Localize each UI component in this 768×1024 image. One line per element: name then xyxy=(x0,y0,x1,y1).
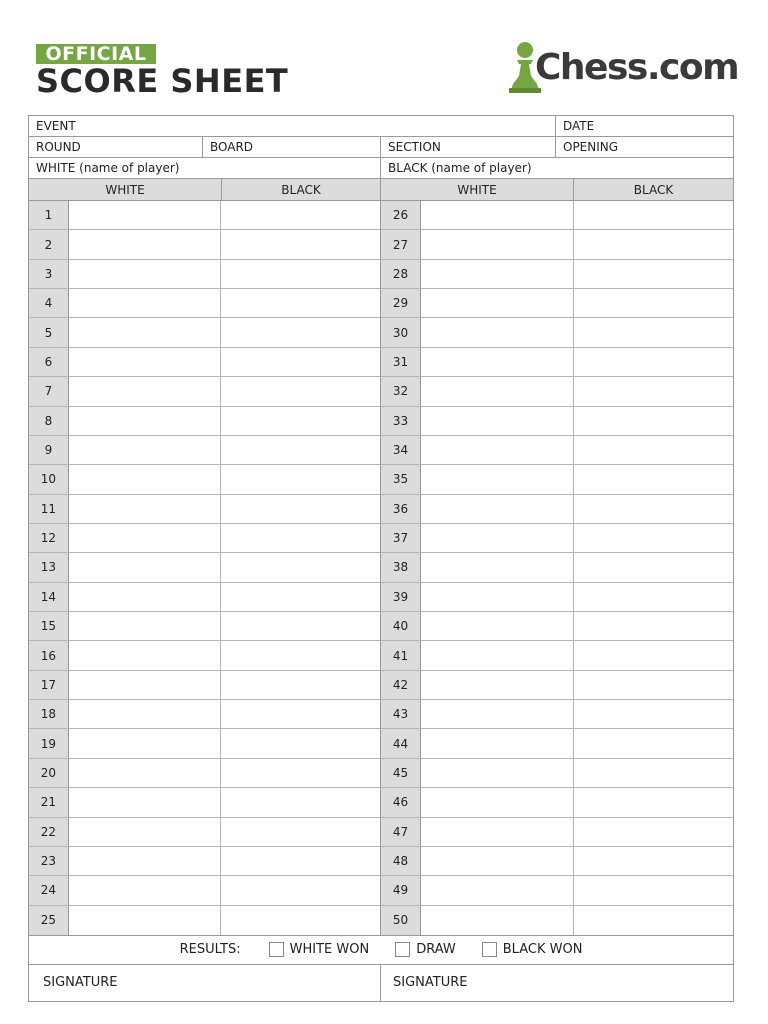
event-row xyxy=(29,116,733,137)
move-row xyxy=(381,230,733,259)
move-number: 6 xyxy=(29,348,69,376)
black-move-cell[interactable] xyxy=(221,318,380,346)
black-move-cell[interactable] xyxy=(221,230,380,258)
move-row xyxy=(29,671,380,700)
move-row xyxy=(381,465,733,494)
black-move-cell[interactable] xyxy=(221,377,380,405)
move-row xyxy=(29,465,380,494)
move-number: 40 xyxy=(381,612,421,640)
signature-row xyxy=(29,965,733,1001)
players-row xyxy=(29,158,733,179)
white-move-cell[interactable] xyxy=(69,260,222,288)
move-number: 48 xyxy=(381,847,421,875)
move-row xyxy=(29,495,380,524)
white-move-cell[interactable] xyxy=(69,553,222,581)
black-move-cell[interactable] xyxy=(221,553,380,581)
black-move-cell[interactable] xyxy=(221,583,380,611)
move-row xyxy=(381,348,733,377)
move-number: 32 xyxy=(381,377,421,405)
white-move-cell[interactable] xyxy=(421,612,574,640)
black-move-cell[interactable] xyxy=(221,348,380,376)
black-move-cell[interactable] xyxy=(574,700,733,728)
move-row xyxy=(29,524,380,553)
white-move-cell[interactable] xyxy=(421,289,574,317)
move-row xyxy=(29,641,380,670)
results-row xyxy=(29,936,733,965)
move-number: 12 xyxy=(29,524,69,552)
brand-logo xyxy=(505,40,739,94)
white-move-cell[interactable] xyxy=(421,553,574,581)
move-row xyxy=(381,700,733,729)
white-move-cell[interactable] xyxy=(421,641,574,669)
signature-field-white[interactable]: SIGNATURE xyxy=(29,965,381,1001)
move-number: 29 xyxy=(381,289,421,317)
move-number: 7 xyxy=(29,377,69,405)
white-move-cell[interactable] xyxy=(421,729,574,757)
white-move-cell[interactable] xyxy=(421,230,574,258)
black-move-cell[interactable] xyxy=(221,759,380,787)
move-row xyxy=(381,553,733,582)
move-row xyxy=(29,260,380,289)
black-move-cell[interactable] xyxy=(221,260,380,288)
white-move-cell[interactable] xyxy=(69,729,222,757)
black-move-cell[interactable] xyxy=(221,612,380,640)
round-row xyxy=(29,137,733,158)
white-move-cell[interactable] xyxy=(69,407,222,435)
black-move-cell[interactable] xyxy=(574,260,733,288)
results-label: RESULTS: xyxy=(179,942,241,958)
move-number: 45 xyxy=(381,759,421,787)
white-move-cell[interactable] xyxy=(421,583,574,611)
move-row xyxy=(29,729,380,758)
white-move-cell[interactable] xyxy=(69,788,222,816)
move-number: 27 xyxy=(381,230,421,258)
black-move-cell[interactable] xyxy=(574,524,733,552)
move-row xyxy=(381,641,733,670)
move-number: 4 xyxy=(29,289,69,317)
move-number: 39 xyxy=(381,583,421,611)
move-row xyxy=(29,289,380,318)
white-move-cell[interactable] xyxy=(421,260,574,288)
black-move-cell[interactable] xyxy=(221,524,380,552)
move-row xyxy=(29,436,380,465)
move-row xyxy=(381,377,733,406)
move-number: 13 xyxy=(29,553,69,581)
col-header-black: BLACK xyxy=(633,182,674,197)
move-row xyxy=(29,847,380,876)
move-number: 20 xyxy=(29,759,69,787)
move-row xyxy=(381,818,733,847)
white-move-cell[interactable] xyxy=(421,201,574,229)
move-number: 43 xyxy=(381,700,421,728)
black-move-cell[interactable] xyxy=(221,818,380,846)
white-move-cell[interactable] xyxy=(69,671,222,699)
white-move-cell[interactable] xyxy=(69,524,222,552)
black-move-cell[interactable] xyxy=(221,201,380,229)
black-won-option[interactable] xyxy=(482,942,583,957)
moves-left xyxy=(29,201,381,935)
move-number: 30 xyxy=(381,318,421,346)
move-row xyxy=(29,201,380,230)
white-move-cell[interactable] xyxy=(421,818,574,846)
white-move-cell[interactable] xyxy=(421,700,574,728)
white-won-checkbox[interactable] xyxy=(269,942,284,957)
white-won-label: WHITE WON xyxy=(289,942,370,958)
move-row xyxy=(381,612,733,641)
white-move-cell[interactable] xyxy=(69,436,222,464)
black-won-checkbox[interactable] xyxy=(482,942,497,957)
black-move-cell[interactable] xyxy=(574,612,733,640)
white-move-cell[interactable] xyxy=(69,700,222,728)
move-number: 19 xyxy=(29,729,69,757)
move-number: 3 xyxy=(29,260,69,288)
move-row xyxy=(381,201,733,230)
section-field[interactable]: SECTION xyxy=(381,137,556,157)
white-move-cell[interactable] xyxy=(69,318,222,346)
move-number: 17 xyxy=(29,671,69,699)
move-number: 37 xyxy=(381,524,421,552)
black-move-cell[interactable] xyxy=(221,788,380,816)
white-move-cell[interactable] xyxy=(421,348,574,376)
move-row xyxy=(381,260,733,289)
round-field[interactable]: ROUND xyxy=(29,137,203,157)
white-move-cell[interactable] xyxy=(421,377,574,405)
move-number: 46 xyxy=(381,788,421,816)
black-move-cell[interactable] xyxy=(221,641,380,669)
black-move-cell[interactable] xyxy=(574,495,733,523)
brand-name: Chess.com xyxy=(535,47,739,88)
white-player-field[interactable]: WHITE (name of player) xyxy=(29,158,381,178)
black-move-cell[interactable] xyxy=(574,641,733,669)
move-number: 50 xyxy=(381,906,421,935)
white-move-cell[interactable] xyxy=(69,759,222,787)
black-move-cell[interactable] xyxy=(574,407,733,435)
white-move-cell[interactable] xyxy=(421,906,574,935)
move-row xyxy=(381,729,733,758)
move-number: 34 xyxy=(381,436,421,464)
white-move-cell[interactable] xyxy=(69,641,222,669)
move-row xyxy=(29,612,380,641)
move-number: 18 xyxy=(29,700,69,728)
move-number: 41 xyxy=(381,641,421,669)
move-row xyxy=(381,524,733,553)
draw-option[interactable] xyxy=(395,942,456,957)
col-header-black: BLACK xyxy=(222,179,381,200)
white-move-cell[interactable] xyxy=(69,847,222,875)
black-move-cell[interactable] xyxy=(221,847,380,875)
white-move-cell[interactable] xyxy=(69,289,222,317)
black-move-cell[interactable] xyxy=(574,847,733,875)
white-move-cell[interactable] xyxy=(69,906,222,935)
col-header-white: WHITE xyxy=(381,179,574,200)
move-number: 24 xyxy=(29,876,69,904)
moves-grid xyxy=(29,201,733,936)
move-row xyxy=(29,583,380,612)
opening-field[interactable]: OPENING xyxy=(563,140,619,154)
white-move-cell[interactable] xyxy=(421,436,574,464)
move-row xyxy=(381,407,733,436)
white-move-cell[interactable] xyxy=(69,495,222,523)
black-move-cell[interactable] xyxy=(574,788,733,816)
move-number: 11 xyxy=(29,495,69,523)
white-move-cell[interactable] xyxy=(69,348,222,376)
move-row xyxy=(381,788,733,817)
black-move-cell[interactable] xyxy=(574,818,733,846)
black-move-cell[interactable] xyxy=(574,671,733,699)
black-move-cell[interactable] xyxy=(574,377,733,405)
black-move-cell[interactable] xyxy=(574,201,733,229)
move-row xyxy=(29,759,380,788)
black-move-cell[interactable] xyxy=(574,318,733,346)
black-move-cell[interactable] xyxy=(221,671,380,699)
black-player-field[interactable]: BLACK (name of player) xyxy=(388,161,532,175)
white-move-cell[interactable] xyxy=(421,465,574,493)
black-move-cell[interactable] xyxy=(574,553,733,581)
white-move-cell[interactable] xyxy=(69,377,222,405)
event-field[interactable]: EVENT xyxy=(29,116,556,136)
black-move-cell[interactable] xyxy=(221,700,380,728)
move-number: 9 xyxy=(29,436,69,464)
move-row xyxy=(381,436,733,465)
move-number: 5 xyxy=(29,318,69,346)
board-field[interactable]: BOARD xyxy=(203,137,381,157)
draw-label: DRAW xyxy=(416,942,456,958)
move-number: 15 xyxy=(29,612,69,640)
black-move-cell[interactable] xyxy=(221,876,380,904)
move-row xyxy=(381,671,733,700)
black-move-cell[interactable] xyxy=(574,436,733,464)
official-badge: OFFICIAL xyxy=(36,44,156,64)
white-move-cell[interactable] xyxy=(421,524,574,552)
move-row xyxy=(29,788,380,817)
move-number: 31 xyxy=(381,348,421,376)
white-move-cell[interactable] xyxy=(69,818,222,846)
move-number: 44 xyxy=(381,729,421,757)
white-move-cell[interactable] xyxy=(421,495,574,523)
black-move-cell[interactable] xyxy=(221,906,380,935)
move-row xyxy=(381,495,733,524)
moves-right xyxy=(381,201,733,935)
page-title: SCORE SHEET xyxy=(36,62,289,100)
white-move-cell[interactable] xyxy=(421,318,574,346)
move-number: 8 xyxy=(29,407,69,435)
move-row xyxy=(29,348,380,377)
move-number: 16 xyxy=(29,641,69,669)
move-number: 23 xyxy=(29,847,69,875)
column-headers xyxy=(29,179,733,201)
move-row xyxy=(381,906,733,935)
move-number: 22 xyxy=(29,818,69,846)
black-move-cell[interactable] xyxy=(574,348,733,376)
move-row xyxy=(381,847,733,876)
date-field[interactable]: DATE xyxy=(563,119,595,133)
move-row xyxy=(381,289,733,318)
black-move-cell[interactable] xyxy=(574,759,733,787)
black-move-cell[interactable] xyxy=(221,465,380,493)
move-number: 38 xyxy=(381,553,421,581)
black-move-cell[interactable] xyxy=(574,583,733,611)
white-move-cell[interactable] xyxy=(421,407,574,435)
white-move-cell[interactable] xyxy=(69,201,222,229)
move-row xyxy=(29,230,380,259)
move-number: 25 xyxy=(29,906,69,935)
black-move-cell[interactable] xyxy=(221,495,380,523)
white-won-option[interactable] xyxy=(269,942,370,957)
white-move-cell[interactable] xyxy=(69,612,222,640)
black-move-cell[interactable] xyxy=(574,876,733,904)
black-move-cell[interactable] xyxy=(221,729,380,757)
move-number: 14 xyxy=(29,583,69,611)
move-row xyxy=(29,318,380,347)
move-row xyxy=(29,876,380,905)
move-row xyxy=(29,553,380,582)
move-row xyxy=(381,318,733,347)
move-row xyxy=(381,876,733,905)
move-row xyxy=(29,700,380,729)
move-number: 33 xyxy=(381,407,421,435)
move-row xyxy=(29,407,380,436)
move-row xyxy=(29,377,380,406)
move-number: 10 xyxy=(29,465,69,493)
white-move-cell[interactable] xyxy=(421,788,574,816)
col-header-white: WHITE xyxy=(29,179,222,200)
black-move-cell[interactable] xyxy=(221,407,380,435)
black-move-cell[interactable] xyxy=(574,465,733,493)
black-move-cell[interactable] xyxy=(574,230,733,258)
signature-field-black[interactable]: SIGNATURE xyxy=(393,975,468,991)
move-number: 47 xyxy=(381,818,421,846)
move-row xyxy=(29,818,380,847)
white-move-cell[interactable] xyxy=(69,876,222,904)
white-move-cell[interactable] xyxy=(69,230,222,258)
move-row xyxy=(381,583,733,612)
move-row xyxy=(29,906,380,935)
move-number: 42 xyxy=(381,671,421,699)
move-number: 2 xyxy=(29,230,69,258)
black-move-cell[interactable] xyxy=(574,906,733,935)
black-won-label: BLACK WON xyxy=(502,942,583,958)
move-number: 36 xyxy=(381,495,421,523)
move-number: 21 xyxy=(29,788,69,816)
draw-checkbox[interactable] xyxy=(395,942,410,957)
move-number: 1 xyxy=(29,201,69,229)
header xyxy=(0,0,768,110)
move-number: 35 xyxy=(381,465,421,493)
white-move-cell[interactable] xyxy=(421,847,574,875)
move-number: 28 xyxy=(381,260,421,288)
move-number: 49 xyxy=(381,876,421,904)
black-move-cell[interactable] xyxy=(574,289,733,317)
black-move-cell[interactable] xyxy=(221,436,380,464)
move-row xyxy=(381,759,733,788)
white-move-cell[interactable] xyxy=(69,583,222,611)
black-move-cell[interactable] xyxy=(221,289,380,317)
black-move-cell[interactable] xyxy=(574,729,733,757)
white-move-cell[interactable] xyxy=(421,759,574,787)
move-number: 26 xyxy=(381,201,421,229)
white-move-cell[interactable] xyxy=(69,465,222,493)
score-sheet-table xyxy=(28,115,734,1002)
white-move-cell[interactable] xyxy=(421,876,574,904)
white-move-cell[interactable] xyxy=(421,671,574,699)
